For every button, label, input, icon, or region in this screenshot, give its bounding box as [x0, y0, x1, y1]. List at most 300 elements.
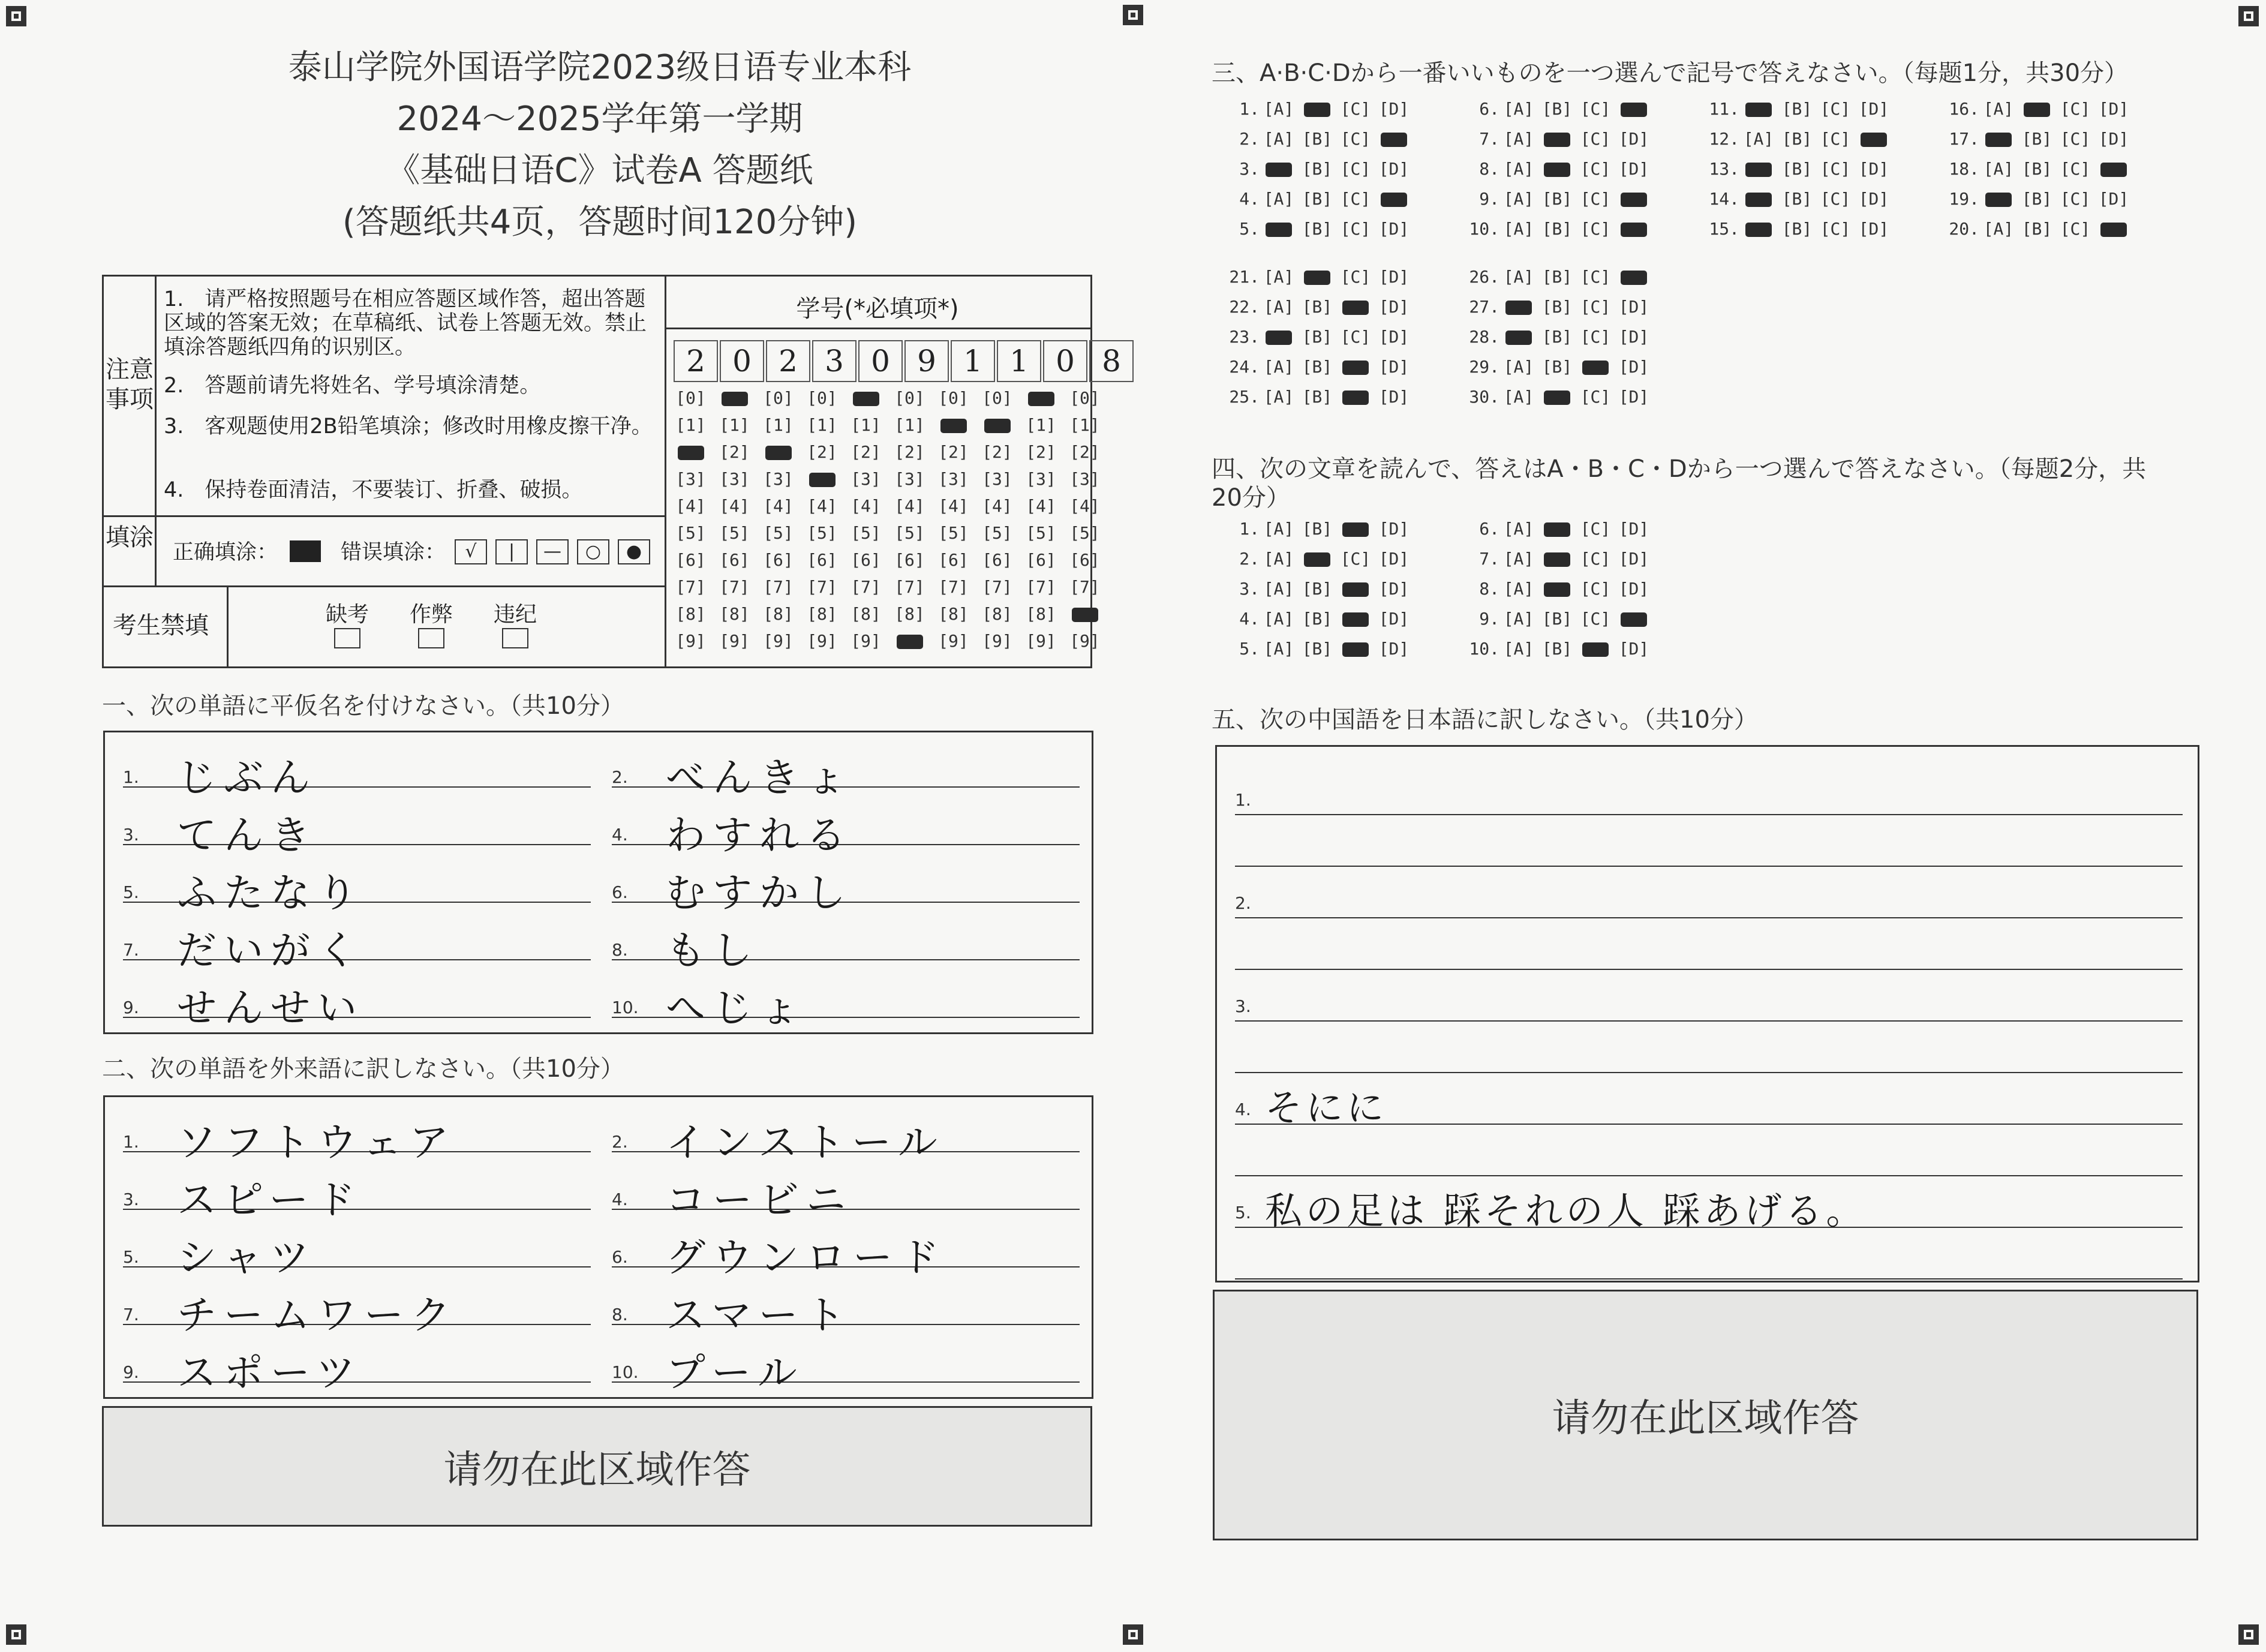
mc-option-b[interactable]: [1538, 129, 1576, 149]
mc-option-c[interactable]: [1336, 579, 1375, 599]
id-bubble[interactable]: [5]: [807, 523, 837, 543]
mc-option-b[interactable]: [B]: [1302, 297, 1333, 317]
mc-option-b[interactable]: [B]: [1541, 357, 1573, 377]
mc-option-a[interactable]: [A]: [1263, 639, 1294, 659]
mc-option-c[interactable]: [1336, 297, 1375, 317]
id-bubble[interactable]: [2]: [850, 442, 881, 462]
handwritten-answer[interactable]: ふたなり: [177, 870, 364, 916]
mc-option-a[interactable]: [A]: [1263, 387, 1294, 407]
registration-mark-top-right: [2238, 6, 2259, 26]
mc-option-d[interactable]: [D]: [1618, 327, 1649, 347]
mc-option-b[interactable]: [B]: [1541, 297, 1573, 317]
mc-option-b[interactable]: [B]: [1541, 327, 1573, 347]
id-bubble[interactable]: [2]: [719, 442, 750, 462]
mc-option-d[interactable]: [D]: [1618, 357, 1649, 377]
id-bubble[interactable]: [3]: [675, 469, 706, 489]
id-bubble[interactable]: [3]: [850, 469, 881, 489]
mc-question-number: 8.: [1479, 579, 1499, 599]
id-bubble[interactable]: [1]: [763, 415, 794, 435]
mc-option-d[interactable]: [D]: [2098, 99, 2129, 119]
mc-option-c[interactable]: [1336, 609, 1375, 629]
mc-option-c[interactable]: [C]: [1580, 267, 1611, 287]
id-bubble[interactable]: [7]: [675, 577, 706, 597]
mc-option-a[interactable]: [A]: [1263, 129, 1294, 149]
mc-option-c[interactable]: [C]: [1820, 99, 1851, 119]
mc-option-b[interactable]: [B]: [1302, 129, 1333, 149]
mc-option-b[interactable]: [B]: [1541, 219, 1573, 239]
mc-option-b[interactable]: [B]: [1302, 519, 1333, 539]
mc-option-d[interactable]: [D]: [1618, 549, 1649, 569]
filled-mark: [1985, 193, 2012, 207]
mc-option-b[interactable]: [1538, 387, 1576, 407]
mc-option-a[interactable]: [A]: [1743, 129, 1774, 149]
mc-option-d[interactable]: [D]: [1618, 639, 1649, 659]
mc-option-c[interactable]: [C]: [1340, 327, 1371, 347]
mc-option-a[interactable]: [A]: [1503, 387, 1534, 407]
id-bubble[interactable]: [4]: [675, 496, 706, 516]
filled-mark: [1582, 361, 1609, 375]
mc-option-b[interactable]: [B]: [1302, 327, 1333, 347]
mc-option-d[interactable]: [1615, 267, 1653, 287]
mc-option-d[interactable]: [D]: [1378, 267, 1410, 287]
mc-option-b[interactable]: [2018, 99, 2056, 119]
mc-option-a[interactable]: [A]: [1503, 189, 1534, 209]
mc-option-b[interactable]: [B]: [1302, 609, 1333, 629]
mc-option-d[interactable]: [1375, 129, 1413, 149]
id-bubble[interactable]: [5]: [1069, 523, 1100, 543]
student-id-digit: 3: [812, 340, 856, 382]
id-bubble[interactable]: [1]: [807, 415, 837, 435]
handwritten-answer[interactable]: だいがく: [177, 927, 364, 974]
id-bubble[interactable]: [7]: [807, 577, 837, 597]
mc-option-d[interactable]: [D]: [1378, 219, 1410, 239]
mc-option-d[interactable]: [D]: [1378, 609, 1410, 629]
handwritten-translation[interactable]: 私の足は 踩それの人 踩あげる。: [1265, 1189, 1867, 1233]
id-bubble[interactable]: [2]: [982, 442, 1012, 462]
mc-option-d[interactable]: [D]: [1378, 579, 1410, 599]
mc-option-d[interactable]: [D]: [1858, 189, 1889, 209]
mc-option-b[interactable]: [B]: [1302, 357, 1333, 377]
mc-option-b[interactable]: [B]: [1781, 219, 1813, 239]
mc-option-a[interactable]: [A]: [1263, 357, 1294, 377]
mc-option-a[interactable]: [A]: [1503, 579, 1534, 599]
id-bubble[interactable]: [713, 388, 756, 408]
mc-option-c[interactable]: [1336, 639, 1375, 659]
mc-question-number: 2.: [1239, 549, 1260, 569]
mc-option-b[interactable]: [1538, 579, 1576, 599]
mc-option-c[interactable]: [C]: [1340, 219, 1371, 239]
id-bubble[interactable]: [6]: [675, 550, 706, 570]
id-bubble[interactable]: [4]: [894, 496, 925, 516]
mc-option-a[interactable]: [A]: [1263, 297, 1294, 317]
mc-option-d[interactable]: [D]: [1378, 519, 1410, 539]
title-line-3: 《基础日语C》试卷A 答题纸: [386, 151, 813, 190]
mc-option-b[interactable]: [1298, 549, 1336, 569]
mc-option-d[interactable]: [D]: [1858, 219, 1889, 239]
id-bubble[interactable]: [800, 469, 844, 489]
id-bubble[interactable]: [0]: [763, 388, 794, 408]
handwritten-answer[interactable]: チームワーク: [177, 1292, 458, 1338]
mc-option-a[interactable]: [A]: [1503, 549, 1534, 569]
mc-option-b[interactable]: [1538, 159, 1576, 179]
mc-option-d[interactable]: [D]: [1618, 297, 1649, 317]
mc-option-c[interactable]: [1336, 387, 1375, 407]
mc-option-d[interactable]: [D]: [1858, 99, 1889, 119]
mc-option-d[interactable]: [D]: [1378, 639, 1410, 659]
handwritten-answer[interactable]: てんき: [177, 812, 317, 858]
id-bubble[interactable]: [0]: [982, 388, 1012, 408]
mc-option-c[interactable]: [C]: [1340, 267, 1371, 287]
id-bubble[interactable]: [2]: [1026, 442, 1056, 462]
mc-option-b[interactable]: [B]: [1541, 609, 1573, 629]
mc-option-d[interactable]: [D]: [1378, 159, 1410, 179]
mc-option-c[interactable]: [1336, 357, 1375, 377]
mc-option-d[interactable]: [1615, 609, 1653, 629]
mc-option-c[interactable]: [C]: [1340, 129, 1371, 149]
id-bubble[interactable]: [1]: [1026, 415, 1056, 435]
absent-checkbox: [334, 628, 360, 648]
id-bubble[interactable]: [4]: [1069, 496, 1100, 516]
id-bubble[interactable]: [6]: [894, 550, 925, 570]
mc-option-a[interactable]: [1739, 159, 1778, 179]
mc-option-b[interactable]: [B]: [2021, 129, 2052, 149]
mc-option-b[interactable]: [B]: [1541, 639, 1573, 659]
handwritten-answer[interactable]: もし: [666, 927, 759, 974]
mc-option-c[interactable]: [C]: [1580, 219, 1611, 239]
id-bubble[interactable]: [4]: [807, 496, 837, 516]
id-bubble[interactable]: [3]: [1069, 469, 1100, 489]
id-bubble[interactable]: [4]: [982, 496, 1012, 516]
id-bubble[interactable]: [4]: [938, 496, 969, 516]
id-bubble[interactable]: [5]: [982, 523, 1012, 543]
id-bubble[interactable]: [931, 415, 975, 435]
mc-option-c[interactable]: [C]: [1580, 99, 1611, 119]
id-bubble[interactable]: [888, 631, 931, 651]
id-bubble[interactable]: [5]: [938, 523, 969, 543]
filled-mark: [1342, 391, 1369, 405]
student-id-bubbles: [669, 385, 1107, 654]
mc-option-c[interactable]: [C]: [1340, 549, 1371, 569]
id-bubble[interactable]: [3]: [719, 469, 750, 489]
id-bubble[interactable]: [5]: [894, 523, 925, 543]
mc-option-b[interactable]: [B]: [1302, 219, 1333, 239]
id-bubble[interactable]: [5]: [675, 523, 706, 543]
id-bubble[interactable]: [8]: [675, 604, 706, 624]
mc-option-b[interactable]: [B]: [2021, 159, 2052, 179]
mc-option-c[interactable]: [C]: [1580, 519, 1611, 539]
id-bubble[interactable]: [7]: [938, 577, 969, 597]
mc-option-a[interactable]: [A]: [1503, 159, 1534, 179]
mc-option-c[interactable]: [C]: [2060, 99, 2091, 119]
id-bubble[interactable]: [2]: [1069, 442, 1100, 462]
mc-option-a[interactable]: [A]: [1503, 129, 1534, 149]
id-bubble[interactable]: [7]: [719, 577, 750, 597]
mc-option-a[interactable]: [A]: [1503, 357, 1534, 377]
id-bubble[interactable]: [3]: [763, 469, 794, 489]
id-bubble[interactable]: [9]: [807, 631, 837, 651]
mc-option-c[interactable]: [C]: [1580, 159, 1611, 179]
id-bubble[interactable]: [2]: [938, 442, 969, 462]
mc-option-d[interactable]: [D]: [1378, 327, 1410, 347]
mc-option-a[interactable]: [A]: [1503, 639, 1534, 659]
id-bubble[interactable]: [6]: [1069, 550, 1100, 570]
mc-option-a[interactable]: [A]: [1503, 609, 1534, 629]
mc-option-c[interactable]: [C]: [2060, 129, 2091, 149]
id-bubble[interactable]: [7]: [763, 577, 794, 597]
mc-option-b[interactable]: [B]: [1302, 387, 1333, 407]
id-bubble[interactable]: [8]: [850, 604, 881, 624]
id-bubble[interactable]: [3]: [894, 469, 925, 489]
mc-option-c[interactable]: [C]: [2060, 159, 2091, 179]
id-bubble[interactable]: [3]: [982, 469, 1012, 489]
mc-option-d[interactable]: [2094, 159, 2133, 179]
id-bubble[interactable]: [8]: [763, 604, 794, 624]
mc-option-a[interactable]: [1260, 219, 1298, 239]
mc-option-c[interactable]: [C]: [1580, 609, 1611, 629]
id-bubble[interactable]: [1]: [850, 415, 881, 435]
mc-option-a[interactable]: [1979, 189, 2018, 209]
mc-option-a[interactable]: [A]: [1263, 99, 1294, 119]
mc-option-a[interactable]: [A]: [1503, 519, 1534, 539]
id-bubble[interactable]: [9]: [850, 631, 881, 651]
id-bubble[interactable]: [2]: [894, 442, 925, 462]
mc-option-c[interactable]: [1336, 519, 1375, 539]
handwritten-answer[interactable]: むすかし: [666, 870, 853, 916]
mc-option-b[interactable]: [B]: [1781, 159, 1813, 179]
id-bubble[interactable]: [5]: [850, 523, 881, 543]
id-bubble[interactable]: [9]: [1026, 631, 1056, 651]
mc-option-d[interactable]: [D]: [2098, 189, 2129, 209]
id-bubble[interactable]: [9]: [938, 631, 969, 651]
handwritten-answer[interactable]: グウンロード: [666, 1235, 946, 1281]
mc-option-d[interactable]: [D]: [2098, 129, 2129, 149]
handwritten-answer[interactable]: じぶん: [177, 755, 317, 801]
mc-option-c[interactable]: [C]: [1820, 219, 1851, 239]
id-bubble[interactable]: [8]: [807, 604, 837, 624]
handwritten-answer[interactable]: へじょ: [666, 985, 806, 1031]
handwritten-answer[interactable]: シャツ: [177, 1235, 317, 1281]
mc-option-b[interactable]: [B]: [2021, 219, 2052, 239]
mc-option-a[interactable]: [A]: [1263, 189, 1294, 209]
id-bubble[interactable]: [9]: [763, 631, 794, 651]
mc-option-c[interactable]: [C]: [2060, 219, 2091, 239]
mc-option-d[interactable]: [D]: [1378, 297, 1410, 317]
id-bubble[interactable]: [0]: [675, 388, 706, 408]
mc-option-b[interactable]: [B]: [1781, 189, 1813, 209]
mc-option-d[interactable]: [D]: [1378, 357, 1410, 377]
id-bubble[interactable]: [0]: [938, 388, 969, 408]
id-bubble[interactable]: [1]: [1069, 415, 1100, 435]
id-bubble[interactable]: [6]: [850, 550, 881, 570]
mc-option-a[interactable]: [1739, 189, 1778, 209]
id-bubble[interactable]: [3]: [938, 469, 969, 489]
mc-option-b[interactable]: [1538, 549, 1576, 569]
id-bubble[interactable]: [4]: [850, 496, 881, 516]
handwritten-answer[interactable]: インストール: [666, 1119, 945, 1166]
mc-option-b[interactable]: [B]: [1541, 99, 1573, 119]
mc-option-b[interactable]: [B]: [2021, 189, 2052, 209]
mc-option-c[interactable]: [C]: [1580, 327, 1611, 347]
mc-question-number: 24.: [1229, 357, 1260, 377]
id-bubble[interactable]: [8]: [938, 604, 969, 624]
id-bubble[interactable]: [4]: [1026, 496, 1056, 516]
mc-option-a[interactable]: [A]: [1503, 99, 1534, 119]
id-bubble[interactable]: [0]: [807, 388, 837, 408]
mc-option-a[interactable]: [A]: [1983, 159, 2014, 179]
id-bubble[interactable]: [7]: [982, 577, 1012, 597]
id-bubble[interactable]: [2]: [807, 442, 837, 462]
mc-option-a[interactable]: [1739, 219, 1778, 239]
id-bubble[interactable]: [1063, 604, 1107, 624]
mc-option-c[interactable]: [C]: [1820, 189, 1851, 209]
handwritten-answer[interactable]: わすれる: [666, 812, 853, 858]
id-bubble[interactable]: [7]: [894, 577, 925, 597]
mc-option-d[interactable]: [D]: [1618, 579, 1649, 599]
mc-option-d[interactable]: [1375, 189, 1413, 209]
mc-option-b[interactable]: [B]: [1302, 579, 1333, 599]
handwritten-answer[interactable]: スマート: [666, 1292, 852, 1338]
mc-option-c[interactable]: [C]: [1580, 549, 1611, 569]
id-bubble[interactable]: [5]: [763, 523, 794, 543]
mc-option-a[interactable]: [A]: [1503, 267, 1534, 287]
handwritten-answer[interactable]: プール: [666, 1350, 804, 1396]
id-bubble[interactable]: [7]: [1069, 577, 1100, 597]
handwritten-answer[interactable]: スピード: [177, 1177, 363, 1223]
handwritten-translation[interactable]: そにに: [1265, 1086, 1388, 1130]
mc-option-c[interactable]: [C]: [1580, 579, 1611, 599]
id-bubble[interactable]: [9]: [1069, 631, 1100, 651]
mc-option-b[interactable]: [B]: [1781, 99, 1813, 119]
mc-question-number: 9.: [1479, 189, 1499, 209]
id-bubble[interactable]: [6]: [938, 550, 969, 570]
mc-option-d[interactable]: [D]: [1858, 159, 1889, 179]
mc-option-a[interactable]: [1260, 327, 1298, 347]
mc-option-c[interactable]: [C]: [1580, 189, 1611, 209]
mc-option-c[interactable]: [1576, 357, 1615, 377]
mc-option-a[interactable]: [A]: [1263, 609, 1294, 629]
id-bubble[interactable]: [7]: [1026, 577, 1056, 597]
mc-option-c[interactable]: [C]: [1340, 99, 1371, 119]
mc-option-b[interactable]: [B]: [1781, 129, 1813, 149]
mc-option-c[interactable]: [C]: [1580, 297, 1611, 317]
handwritten-answer[interactable]: せんせい: [177, 985, 364, 1031]
mc-option-b[interactable]: [1298, 267, 1336, 287]
mc-option-a[interactable]: [1979, 129, 2018, 149]
id-bubble[interactable]: [8]: [894, 604, 925, 624]
mc-option-a[interactable]: [A]: [1503, 219, 1534, 239]
mc-option-a[interactable]: [A]: [1983, 219, 2014, 239]
id-bubble[interactable]: [8]: [982, 604, 1012, 624]
id-bubble[interactable]: [844, 388, 888, 408]
mc-option-d[interactable]: [1855, 129, 1893, 149]
id-bubble[interactable]: [4]: [763, 496, 794, 516]
mc-option-c[interactable]: [1576, 639, 1615, 659]
mc-option-a[interactable]: [A]: [1983, 99, 2014, 119]
mc-option-d[interactable]: [D]: [1618, 387, 1649, 407]
handwritten-answer[interactable]: スポーツ: [177, 1350, 363, 1396]
mc-option-c[interactable]: [C]: [2060, 189, 2091, 209]
mc-option-d[interactable]: [1615, 189, 1653, 209]
mc-question-number: 10.: [1469, 219, 1499, 239]
id-bubble[interactable]: [669, 442, 713, 462]
id-bubble[interactable]: [5]: [1026, 523, 1056, 543]
handwritten-answer[interactable]: コービニ: [666, 1177, 853, 1223]
mc-option-b[interactable]: [1298, 99, 1336, 119]
id-bubble[interactable]: [9]: [719, 631, 750, 651]
id-bubble[interactable]: [1019, 388, 1063, 408]
question-number: 3.: [1235, 996, 1251, 1016]
id-bubble[interactable]: [975, 415, 1019, 435]
id-bubble[interactable]: [1]: [894, 415, 925, 435]
id-bubble[interactable]: [5]: [719, 523, 750, 543]
id-bubble[interactable]: [6]: [1026, 550, 1056, 570]
id-bubble[interactable]: [0]: [894, 388, 925, 408]
mc-option-a[interactable]: [A]: [1263, 519, 1294, 539]
mc-option-d[interactable]: [1615, 99, 1653, 119]
id-bubble[interactable]: [6]: [982, 550, 1012, 570]
mc-option-b[interactable]: [1538, 519, 1576, 539]
id-bubble[interactable]: [7]: [850, 577, 881, 597]
mc-option-b[interactable]: [B]: [1541, 267, 1573, 287]
mc-option-d[interactable]: [D]: [1618, 129, 1649, 149]
id-bubble[interactable]: [4]: [719, 496, 750, 516]
mc-option-d[interactable]: [D]: [1378, 549, 1410, 569]
handwritten-answer[interactable]: ソフトウェア: [177, 1119, 456, 1166]
id-bubble[interactable]: [6]: [807, 550, 837, 570]
id-bubble[interactable]: [1]: [675, 415, 706, 435]
mc-option-a[interactable]: [1499, 327, 1538, 347]
mc-option-b[interactable]: [B]: [1302, 159, 1333, 179]
id-bubble[interactable]: [0]: [1069, 388, 1100, 408]
mc-option-c[interactable]: [C]: [1820, 129, 1851, 149]
id-bubble[interactable]: [3]: [1026, 469, 1056, 489]
mc-option-c[interactable]: [C]: [1580, 387, 1611, 407]
mc-option-a[interactable]: [A]: [1263, 579, 1294, 599]
mc-option-b[interactable]: [B]: [1541, 189, 1573, 209]
id-bubble[interactable]: [9]: [982, 631, 1012, 651]
mc-option-a[interactable]: [A]: [1263, 549, 1294, 569]
mc-option-b[interactable]: [B]: [1302, 189, 1333, 209]
mc-option-b[interactable]: [B]: [1302, 639, 1333, 659]
handwritten-answer[interactable]: べんきょ: [666, 755, 853, 801]
mc-option-a[interactable]: [1260, 159, 1298, 179]
id-bubble[interactable]: [6]: [719, 550, 750, 570]
mc-option-a[interactable]: [A]: [1263, 267, 1294, 287]
mc-option-d[interactable]: [D]: [1378, 387, 1410, 407]
id-bubble[interactable]: [1]: [719, 415, 750, 435]
mc-option-d[interactable]: [D]: [1378, 99, 1410, 119]
id-bubble[interactable]: [9]: [675, 631, 706, 651]
wrong-mark-check: √: [455, 539, 487, 564]
filled-mark: [1072, 608, 1098, 622]
mc-question: [1703, 219, 1893, 239]
mc-option-c[interactable]: [C]: [1580, 129, 1611, 149]
mc-option-c[interactable]: [C]: [1340, 189, 1371, 209]
mc-option-d[interactable]: [D]: [1618, 519, 1649, 539]
mc-option-c[interactable]: [C]: [1820, 159, 1851, 179]
id-bubble[interactable]: [756, 442, 800, 462]
id-bubble[interactable]: [8]: [1026, 604, 1056, 624]
id-bubble[interactable]: [6]: [763, 550, 794, 570]
mc-option-d[interactable]: [1615, 219, 1653, 239]
mc-option-a[interactable]: [1499, 297, 1538, 317]
mc-option-c[interactable]: [C]: [1340, 159, 1371, 179]
mc-option-a[interactable]: [1739, 99, 1778, 119]
mc-option-d[interactable]: [2094, 219, 2133, 239]
mc-option-d[interactable]: [D]: [1618, 159, 1649, 179]
filled-mark: [1381, 193, 1407, 207]
id-bubble[interactable]: [8]: [719, 604, 750, 624]
